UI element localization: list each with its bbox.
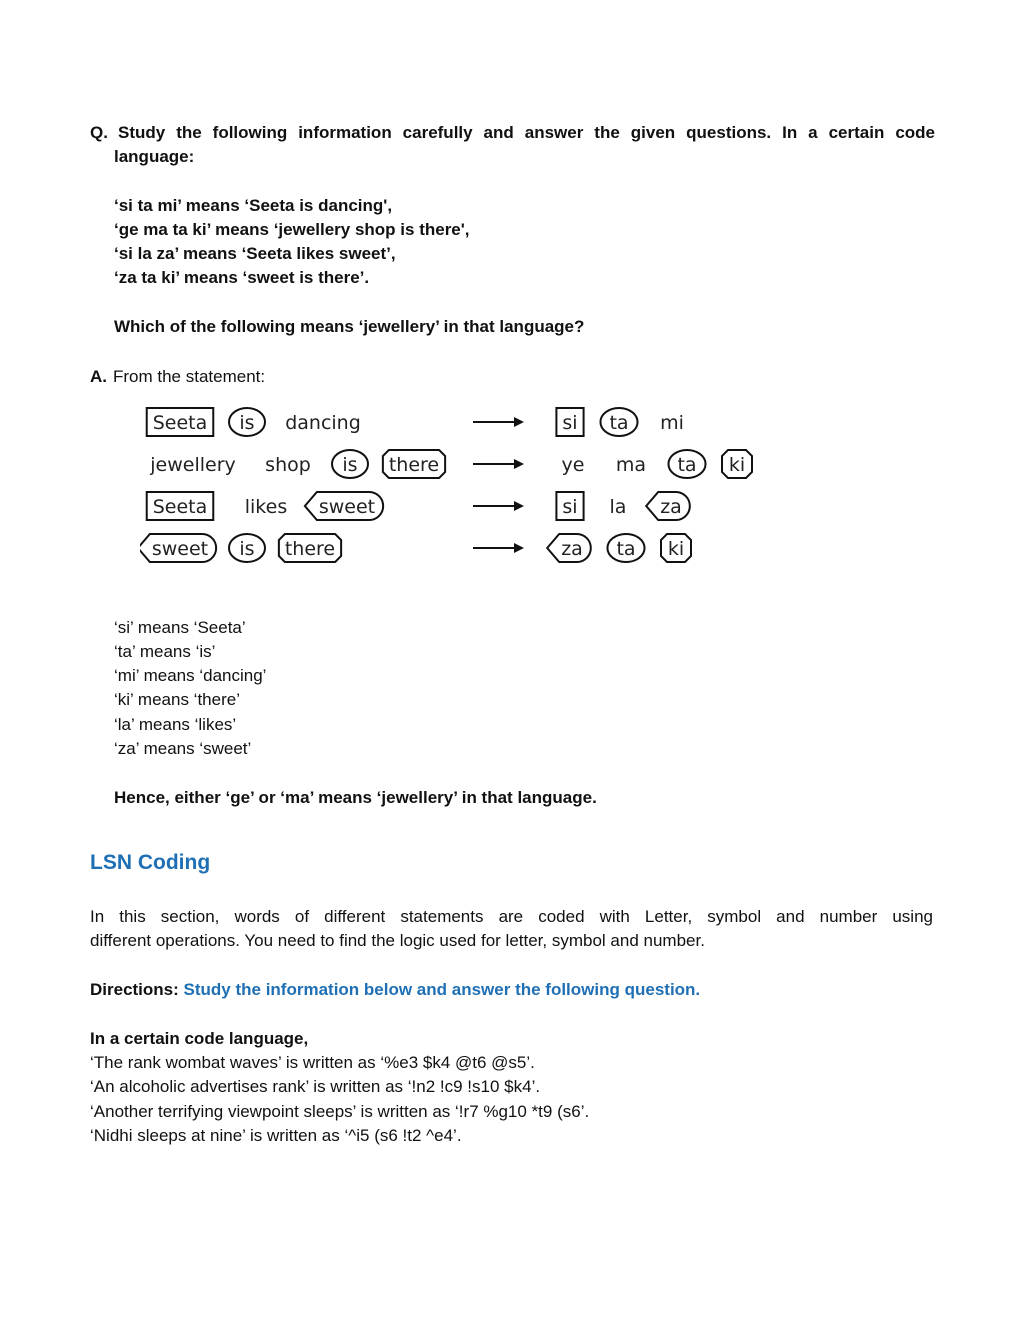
arrow-head <box>514 543 524 553</box>
token-text: Seeta <box>152 496 208 518</box>
token-text: is <box>239 412 255 434</box>
token-text: za <box>660 496 682 518</box>
code-line-4: ‘Nidhi sleeps at nine’ is written as ‘^i5 (s6 !t2 ^e4’. <box>90 1126 462 1145</box>
section-para-line2: different operations. You need to find the logic used for letter, symbol and number. <box>90 931 705 950</box>
token-text: Seeta <box>152 412 208 434</box>
diagram-token-left <box>229 408 265 436</box>
diagram-token-left <box>279 534 341 562</box>
statement-1: ‘si ta mi’ means ‘Seeta is dancing', <box>114 196 393 215</box>
directions-text: Study the information below and answer the following question. <box>183 980 701 999</box>
token-text: there <box>284 538 336 560</box>
meaning-2: ‘ta’ means ‘is’ <box>114 642 216 661</box>
question-intro-line2: language: <box>114 147 195 166</box>
diagram-token-left <box>140 534 216 562</box>
token-text: is <box>342 454 358 476</box>
diagram-token-right <box>616 454 646 476</box>
token-text: ta <box>677 454 697 476</box>
token-text: sweet <box>318 496 376 518</box>
diagram-token-left <box>229 534 265 562</box>
token-text: jewellery <box>150 454 236 476</box>
diagram-token-right <box>562 454 585 476</box>
diagram-token-right <box>556 408 583 436</box>
token-text: si <box>562 412 578 434</box>
section-para-line1: In this section, words of different statements are coded with Letter, symbol and number using <box>90 907 933 926</box>
token-text: ki <box>728 454 746 476</box>
code-line-2: ‘An alcoholic advertises rank’ is written as ‘!n2 !c9 !s10 $k4’. <box>90 1077 541 1096</box>
answer-intro: From the statement: <box>113 367 266 386</box>
diagram-token-left <box>245 496 287 518</box>
coding-diagram <box>140 400 780 580</box>
token-text: si <box>562 496 578 518</box>
token-text: sweet <box>151 538 209 560</box>
token-text: shop <box>265 454 311 476</box>
diagram-token-right <box>556 492 583 520</box>
diagram-token-right <box>722 450 752 478</box>
code-line-1: ‘The rank wombat waves’ is written as ‘%e3 $k4 @t6 @s5’. <box>90 1053 535 1072</box>
question-intro-line1: Study the following information carefully and answer the given questions. In a certain code <box>118 123 935 142</box>
question-ask: Which of the following means ‘jewellery’ in that language? <box>114 317 585 336</box>
diagram-token-right <box>668 450 705 478</box>
diagram-token-left <box>285 412 361 434</box>
token-text: is <box>239 538 255 560</box>
diagram-token-left <box>265 454 311 476</box>
token-text: ma <box>615 454 647 476</box>
diagram-token-right <box>607 534 644 562</box>
statement-4: ‘za ta ki’ means ‘sweet is there’. <box>114 268 370 287</box>
meaning-4: ‘ki’ means ‘there’ <box>114 690 240 709</box>
code-intro: In a certain code language, <box>90 1029 309 1048</box>
token-text: mi <box>660 412 684 434</box>
answer-conclusion: Hence, either ‘ge’ or ‘ma’ means ‘jewellery’ in that language. <box>114 788 597 807</box>
directions <box>90 979 700 1001</box>
meaning-3: ‘mi’ means ‘dancing’ <box>114 666 267 685</box>
section-heading: LSN Coding <box>90 851 211 874</box>
diagram-token-right <box>610 496 627 518</box>
meaning-5: ‘la’ means ‘likes’ <box>114 715 237 734</box>
diagram-token-left <box>332 450 368 478</box>
diagram-token-left <box>383 450 445 478</box>
diagram-token-left <box>305 492 383 520</box>
statement-2: ‘ge ma ta ki’ means ‘jewellery shop is there', <box>114 220 470 239</box>
token-text: za <box>561 538 583 560</box>
token-text: ta <box>616 538 636 560</box>
arrow-head <box>514 417 524 427</box>
arrow-head <box>514 501 524 511</box>
diagram-token-left <box>147 408 214 436</box>
meaning-1: ‘si’ means ‘Seeta’ <box>114 618 246 637</box>
diagram-token-left <box>147 492 214 520</box>
diagram-token-right <box>600 408 637 436</box>
statement-3: ‘si la za’ means ‘Seeta likes sweet’, <box>114 244 396 263</box>
diagram-token-right <box>547 534 591 562</box>
code-line-3: ‘Another terrifying viewpoint sleeps’ is written as ‘!r7 %g10 *t9 (s6’. <box>90 1102 590 1121</box>
meaning-6: ‘za’ means ‘sweet’ <box>114 739 252 758</box>
answer-label: A. <box>90 367 107 386</box>
token-text: la <box>609 496 627 518</box>
arrow-head <box>514 459 524 469</box>
token-text: likes <box>244 496 288 518</box>
question-label: Q. <box>90 123 108 142</box>
diagram-token-right <box>660 412 684 434</box>
token-text: ta <box>609 412 629 434</box>
diagram-token-right <box>661 534 691 562</box>
token-text: ye <box>561 454 585 476</box>
token-text: there <box>388 454 440 476</box>
diagram-token-left <box>149 454 236 476</box>
diagram-token-right <box>646 492 690 520</box>
token-text: dancing <box>285 412 361 434</box>
directions-label: Directions: <box>90 980 179 999</box>
token-text: ki <box>667 538 685 560</box>
